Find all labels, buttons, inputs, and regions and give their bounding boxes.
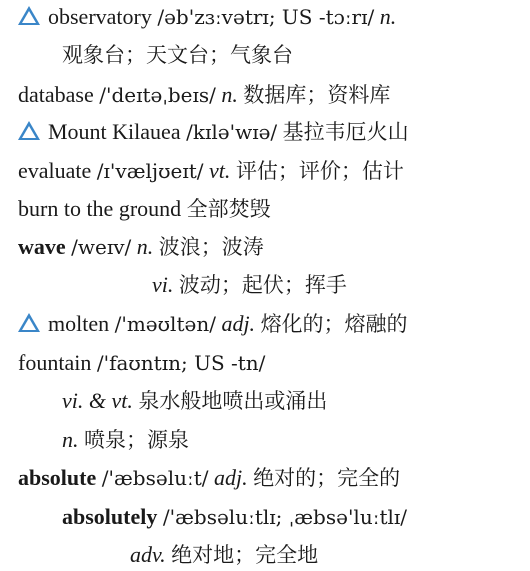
meaning: 喷泉；源泉 [84, 428, 189, 452]
pronunciation: /kɪlə'wɪə/ [186, 120, 278, 144]
headword: Mount Kilauea [48, 119, 181, 144]
pronunciation: /ɪ'væljʊeɪt/ [96, 159, 204, 183]
headword: fountain [18, 350, 92, 375]
part-of-speech: n. [379, 4, 397, 29]
part-of-speech: adj. [221, 311, 256, 336]
meaning: 全部焚毁 [186, 197, 271, 221]
part-of-speech: n. [221, 82, 238, 107]
headword: evaluate [18, 158, 92, 183]
headword: database [18, 82, 94, 107]
entry-observatory-meaning [62, 40, 293, 70]
part-of-speech: n. [136, 234, 154, 259]
meaning: 观象台；天文台；气象台 [62, 43, 293, 67]
meaning: 波浪；波涛 [158, 235, 264, 259]
meaning: 数据库；资料库 [243, 83, 391, 107]
entry-absolute [18, 463, 400, 493]
entry-kilauea [18, 117, 409, 147]
pronunciation: /'faʊntɪn; US -tn/ [96, 351, 266, 375]
entry-database [18, 80, 390, 110]
meaning: 评估；评价；估计 [235, 159, 404, 183]
part-of-speech: vi. & vt. [62, 388, 133, 413]
entry-wave [18, 232, 264, 262]
pronunciation: /'məʊltən/ [114, 312, 216, 336]
headword: molten [48, 311, 110, 336]
pronunciation: /'deɪtəˌbeɪs/ [99, 83, 216, 107]
pronunciation: /weɪv/ [71, 235, 132, 259]
part-of-speech: adj. [213, 465, 248, 490]
entry-fountain [18, 348, 265, 378]
part-of-speech: n. [62, 427, 79, 452]
part-of-speech: adv. [130, 542, 166, 567]
entry-observatory [18, 2, 396, 32]
meaning: 泉水般地喷出或涌出 [138, 389, 328, 413]
entry-fountain-sense2 [62, 425, 189, 455]
entry-molten [18, 309, 408, 339]
headword: burn to the ground [18, 196, 182, 221]
meaning: 绝对地；完全地 [171, 543, 319, 567]
headword: absolutely [62, 504, 158, 529]
meaning: 绝对的；完全的 [253, 466, 401, 490]
part-of-speech: vi. [152, 272, 174, 297]
headword: absolute [18, 465, 97, 490]
meaning: 基拉韦厄火山 [282, 120, 409, 144]
headword: wave [18, 234, 66, 259]
headword: observatory [48, 4, 152, 29]
triangle-outline-icon [18, 121, 40, 140]
meaning: 熔化的；熔融的 [260, 312, 408, 336]
pronunciation: /'æbsəluːt/ [101, 466, 209, 490]
meaning: 波动；起伏；挥手 [178, 273, 347, 297]
triangle-outline-icon [18, 313, 40, 332]
entry-wave-sense2 [152, 270, 347, 300]
pronunciation: /əb'zɜːvətrɪ; US -tɔːrɪ/ [157, 5, 375, 29]
triangle-outline-icon [18, 6, 40, 25]
entry-absolutely-meaning [130, 540, 318, 570]
entry-burn-to-the-ground [18, 194, 271, 224]
part-of-speech: vt. [209, 158, 231, 183]
entry-absolutely [62, 502, 407, 532]
entry-fountain-sense1 [62, 386, 327, 416]
pronunciation: /'æbsəluːtlɪ; ˌæbsə'luːtlɪ/ [162, 505, 408, 529]
entry-evaluate [18, 156, 404, 186]
